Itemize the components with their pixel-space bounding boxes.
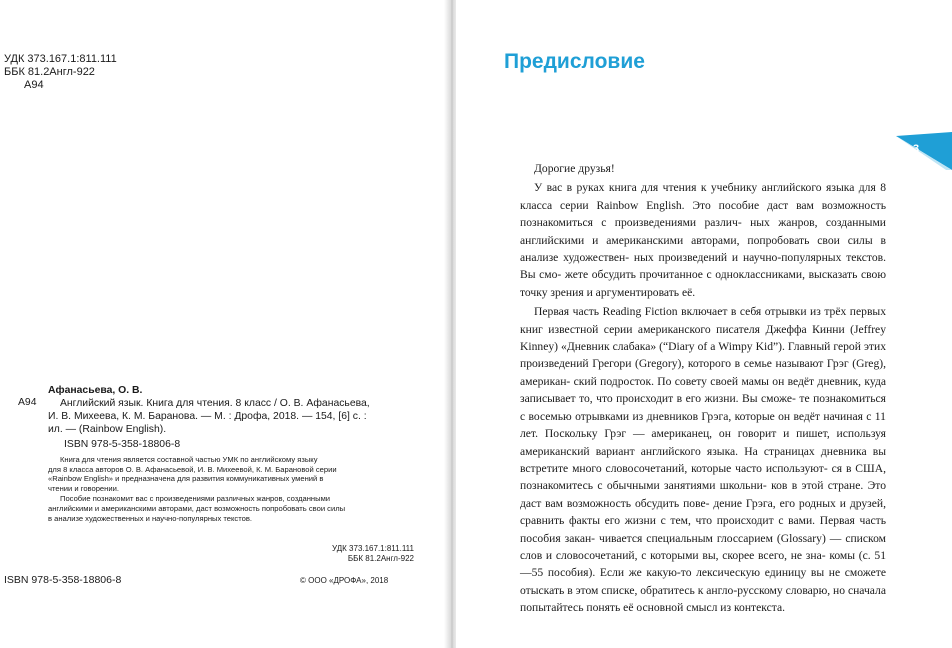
text-line: ных произведений и научно-популярных текстов. Вы смо- bbox=[520, 251, 886, 282]
text-line: американец, он говорит и пишет, используя американский bbox=[520, 427, 886, 458]
author-mark-code: А94 bbox=[18, 397, 37, 408]
bibliographic-record bbox=[18, 384, 426, 523]
annotation-line: «Rainbow English» и предназначена для развития коммуникативных умений в bbox=[48, 474, 324, 484]
text-line: с тем, что происходит с вами. Первая часть пособия закан- bbox=[520, 514, 886, 545]
bibliography-isbn: ISBN 978-5-358-18806-8 bbox=[64, 439, 181, 450]
text-line: Дорогие друзья! bbox=[534, 162, 615, 175]
text-line: которые он ведёт начиная с 11 лет. Поскольку Грэг — bbox=[520, 409, 886, 441]
text-line: языка для 8 класса серии Rainbow English. Это пособие даст bbox=[520, 181, 886, 212]
right-page bbox=[456, 0, 952, 648]
text-line: трёх первых книг известной серии американского писателя bbox=[520, 305, 887, 336]
annotation-line: Пособие познакомит вас с произведениями различных жанров, созданными bbox=[60, 494, 331, 504]
bibliography-line: И. В. Михеева, К. М. Баранова. — М. : Дрофа, 2018. — 154, [6] с. : bbox=[48, 411, 367, 422]
text-line: of a Wimpy Kid”). Главный герой этих произведений Грегори bbox=[520, 340, 886, 371]
text-line: ных жанров, созданными английскими и американскими bbox=[520, 216, 887, 247]
text-line: Первая часть Reading Fiction включает в себя отрывки из bbox=[534, 305, 821, 319]
udk-classification bbox=[4, 53, 117, 92]
text-line: куда записывает то, что происходит в его жизни. Вы сможе- bbox=[520, 374, 887, 406]
annotation bbox=[48, 455, 426, 523]
text-line: слов и словосочетаний, с которыми вы, скорее всего, не зна- bbox=[520, 548, 826, 562]
bibliography-line: ил. — (Rainbow English). bbox=[48, 424, 167, 435]
page-number: 3 bbox=[913, 143, 920, 155]
preface-greeting bbox=[520, 160, 886, 177]
text-line: те познакомиться с восемью отрывками из дневников Грэга, bbox=[520, 392, 887, 423]
udk-code: УДК 373.167.1:811.111 bbox=[4, 53, 117, 65]
text-line: комы (с. 51—55 пособия). Если же какую-то лексическую bbox=[520, 548, 886, 580]
annotation-line: английскими и американскими авторами, даст возможность попробовать свои силы bbox=[48, 503, 346, 513]
copyright: © ООО «ДРОФА», 2018 bbox=[300, 576, 389, 585]
text-line: жете обсудить прочитанное с одноклассниками, высказать bbox=[564, 268, 858, 282]
bibliography-author: Афанасьева, О. В. bbox=[48, 385, 143, 396]
text-line: Джеффа Кинни (Jeffrey Kinney) «Дневник слабака» (“Diary bbox=[520, 322, 886, 354]
text-line: англо-русскому словарю, но сначала попытайтесь понять её bbox=[520, 583, 886, 615]
author-mark: А94 bbox=[24, 79, 44, 91]
page-number-tab bbox=[896, 132, 952, 170]
text-line: ся в США, познакомитесь с обычными занятиями школьни- bbox=[520, 461, 887, 493]
text-line: свою точку зрения и аргументировать её. bbox=[520, 268, 887, 299]
preface-paragraph-1 bbox=[520, 179, 886, 301]
annotation-line: в анализе художественных и научно-популярных текстов. bbox=[48, 513, 252, 523]
text-line: основной смысл из контекста. bbox=[636, 601, 785, 615]
text-line: чивается специальным глоссарием (Glossary) — списком bbox=[599, 531, 886, 545]
page-title: Предисловие bbox=[504, 50, 645, 73]
text-line: вам возможность познакомиться с произведениями различ- bbox=[520, 198, 886, 230]
preface-text bbox=[520, 160, 886, 617]
text-line: ков в этой стране. Это даст вам возможность обсудить пове- bbox=[520, 479, 887, 510]
text-line: дение Грэга, его родных и друзей, сравнить факты его жизни bbox=[520, 496, 886, 528]
preface-paragraph-2 bbox=[520, 303, 886, 616]
text-line: авторами, попробовать свои силы в анализе художествен- bbox=[520, 233, 886, 265]
annotation-line: Книга для чтения является составной частью УМК по английскому языку bbox=[60, 455, 318, 464]
page-number-tab-shape bbox=[896, 132, 952, 170]
annotation-line: чтении и говорении. bbox=[48, 483, 119, 493]
text-line: (Gregory), которого в семье называют Грэг (Greg), американ- bbox=[520, 357, 887, 388]
bibliography-line: Английский язык. Книга для чтения. 8 класс / О. В. Афанасьева, bbox=[60, 398, 370, 409]
bbk-code: ББК 81.2Англ-922 bbox=[4, 66, 95, 78]
text-line: вариант английского языка. На страницах дневника вы bbox=[595, 444, 886, 458]
left-page bbox=[0, 0, 448, 648]
text-line: единицу вы не сможете отыскать в этом списке, обратитесь к bbox=[520, 566, 886, 597]
text-line: ский подросток. По совету своей мамы он ведёт дневник, bbox=[573, 374, 862, 388]
text-line: У вас в руках книга для чтения к учебнику английского bbox=[534, 181, 822, 195]
udk-classification-bottom bbox=[332, 544, 414, 564]
udk-code: УДК 373.167.1:811.111 bbox=[332, 544, 414, 553]
annotation-line: для 8 класса авторов О. В. Афанасьевой, И. В. Михеевой, К. М. Барановой серии bbox=[48, 464, 337, 474]
text-line: встретите много словосочетаний, которые часто используют- bbox=[520, 461, 828, 475]
isbn: ISBN 978-5-358-18806-8 bbox=[4, 574, 122, 586]
bbk-code: ББК 81.2Англ-922 bbox=[347, 554, 414, 563]
